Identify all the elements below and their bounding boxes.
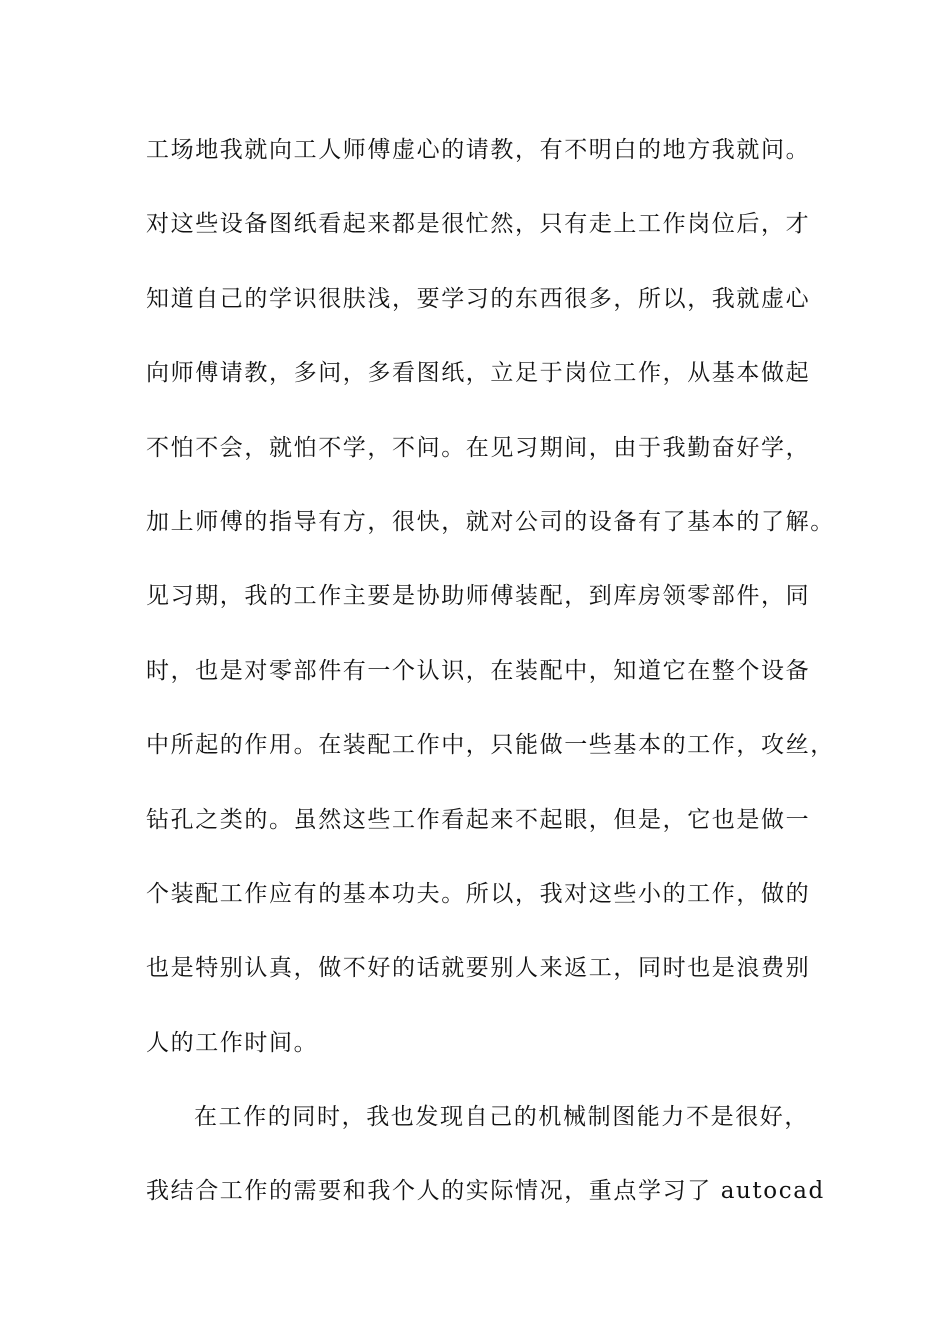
text-line: 个装配工作应有的基本功夫。所以，我对这些小的工作，做的 (146, 880, 811, 907)
text-line: 中所起的作用。在装配工作中，只能做一些基本的工作，攻丝， (146, 732, 835, 759)
text-line: 人的工作时间。 (146, 1029, 319, 1056)
text-line: 也是特别认真，做不好的话就要别人来返工，同时也是浪费别 (146, 955, 811, 982)
text-line: 知道自己的学识很肤浅，要学习的东西很多，所以，我就虚心 (146, 285, 811, 312)
body-text (146, 130, 836, 1246)
text-line: 见习期，我的工作主要是协助师傅装配，到库房领零部件，同 (146, 583, 811, 610)
text-line: 对这些设备图纸看起来都是很忙然，只有走上工作岗位后，才 (146, 211, 811, 238)
text-line: 工场地我就向工人师傅虚心的请教，有不明白的地方我就问。 (146, 137, 811, 163)
text-line: 钻孔之类的。虽然这些工作看起来不起眼，但是，它也是做一 (146, 806, 811, 833)
text-line: 不怕不会，就怕不学，不问。在见习期间，由于我勤奋好学， (146, 434, 811, 461)
paragraph-start-line: 在工作的同时，我也发现自己的机械制图能力不是很好， (194, 1104, 809, 1131)
text-line: 向师傅请教，多问，多看图纸，立足于岗位工作，从基本做起 (146, 360, 811, 387)
text-line: 时，也是对零部件有一个认识，在装配中，知道它在整个设备 (146, 657, 811, 684)
text-line: 加上师傅的指导有方，很快，就对公司的设备有了基本的了解。 (146, 508, 835, 535)
text-line: 我结合工作的需要和我个人的实际情况，重点学习了 autocad (146, 1178, 825, 1205)
